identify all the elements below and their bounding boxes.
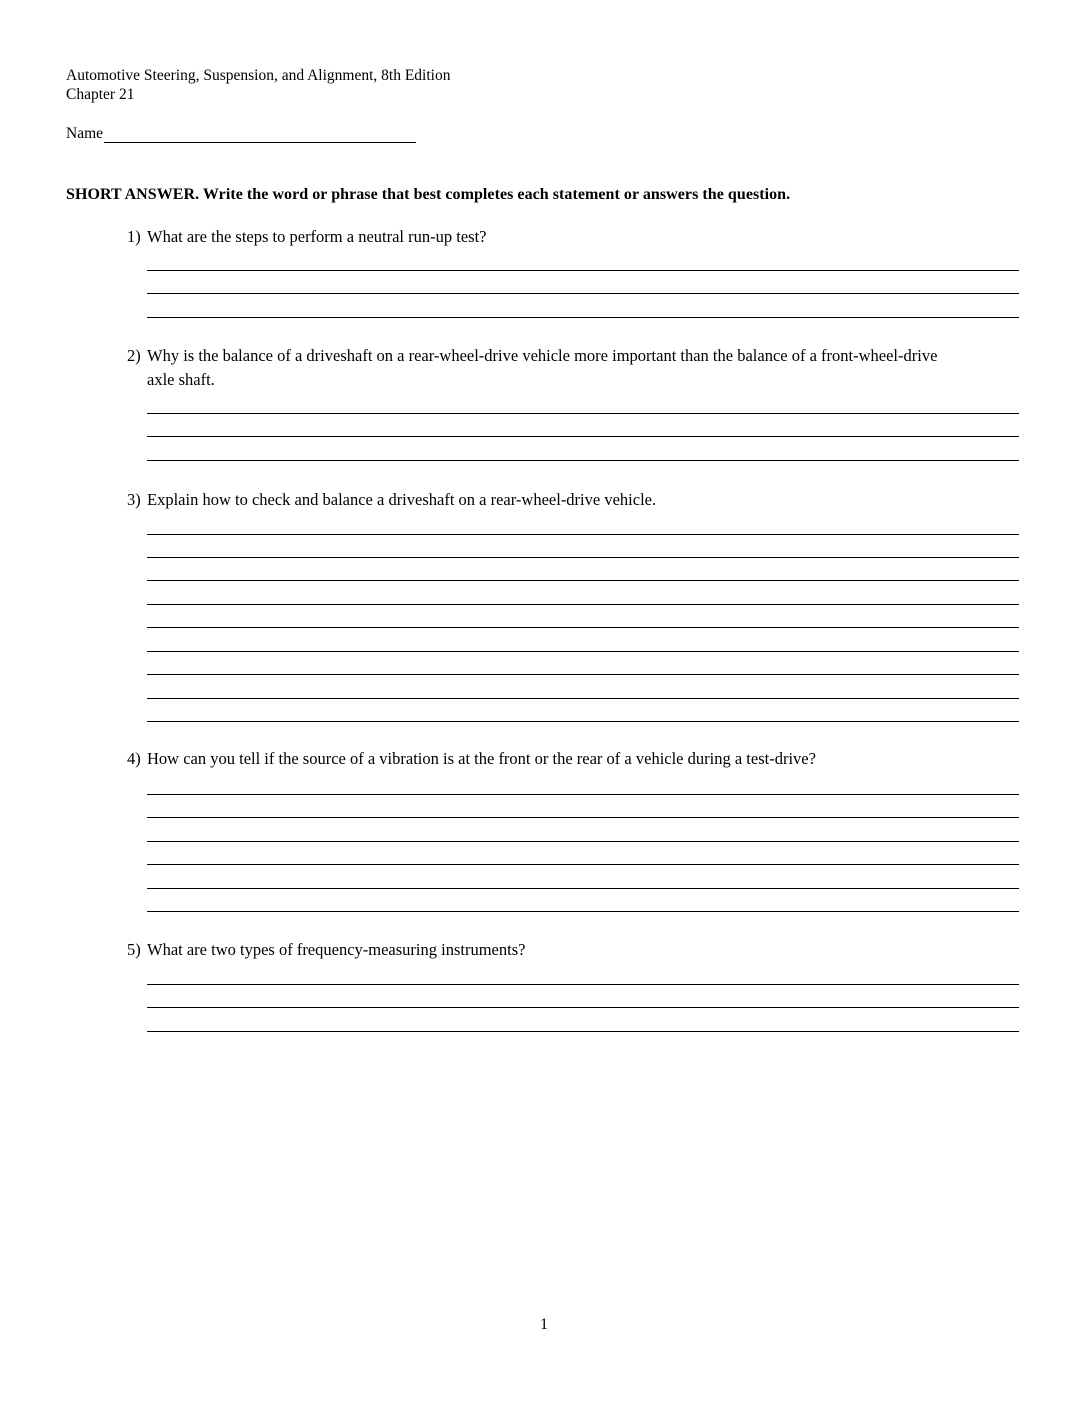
- answer-line: [147, 698, 1019, 699]
- answer-line: [147, 674, 1019, 675]
- answer-line: [147, 651, 1019, 652]
- answer-line: [147, 460, 1019, 461]
- answer-line: [147, 1031, 1019, 1032]
- answer-line: [147, 794, 1019, 795]
- answer-line: [147, 293, 1019, 294]
- page-number: 1: [540, 1316, 548, 1333]
- answer-area[interactable]: [147, 984, 1019, 1032]
- answer-line: [147, 864, 1019, 865]
- answer-area[interactable]: [147, 534, 1019, 722]
- answer-line: [147, 984, 1019, 985]
- question-number: 4): [127, 749, 141, 768]
- answer-line: [147, 627, 1019, 628]
- question-text: What are two types of frequency-measuring instruments?: [147, 940, 526, 959]
- name-label: Name: [66, 125, 104, 142]
- book-title: Automotive Steering, Suspension, and Alignment, 8th Edition: [66, 67, 451, 84]
- answer-line: [147, 580, 1019, 581]
- question-4: [127, 747, 1019, 771]
- question-2: [127, 344, 1019, 392]
- answer-area[interactable]: [147, 413, 1019, 461]
- answer-line: [147, 817, 1019, 818]
- question-text: Explain how to check and balance a driveshaft on a rear-wheel-drive vehicle.: [147, 490, 657, 509]
- answer-area[interactable]: [147, 270, 1019, 318]
- question-text: Why is the balance of a driveshaft on a rear-wheel-drive vehicle more important than the balance of a front-wheel-drive axle shaft.: [147, 346, 938, 389]
- question-number: 3): [127, 490, 141, 509]
- question-number: 1): [127, 227, 141, 246]
- chapter-label: Chapter 21: [66, 86, 135, 103]
- answer-line: [147, 557, 1019, 558]
- answer-line: [147, 721, 1019, 722]
- name-row: [66, 125, 416, 143]
- answer-line: [147, 436, 1019, 437]
- answer-line: [147, 317, 1019, 318]
- answer-line: [147, 1007, 1019, 1008]
- question-number: 2): [127, 346, 141, 365]
- answer-line: [147, 413, 1019, 414]
- question-3: [127, 488, 1019, 512]
- name-blank-line[interactable]: [104, 125, 416, 143]
- question-text: What are the steps to perform a neutral run-up test?: [147, 227, 487, 246]
- question-1: [127, 225, 1019, 249]
- question-5: [127, 938, 1019, 962]
- answer-line: [147, 841, 1019, 842]
- answer-line: [147, 888, 1019, 889]
- section-heading: SHORT ANSWER. Write the word or phrase that best completes each statement or answers the question.: [66, 186, 791, 203]
- answer-area[interactable]: [147, 794, 1019, 912]
- question-text: How can you tell if the source of a vibration is at the front or the rear of a vehicle during a test-drive?: [147, 749, 816, 768]
- question-number: 5): [127, 940, 141, 959]
- answer-line: [147, 911, 1019, 912]
- answer-line: [147, 534, 1019, 535]
- answer-line: [147, 270, 1019, 271]
- answer-line: [147, 604, 1019, 605]
